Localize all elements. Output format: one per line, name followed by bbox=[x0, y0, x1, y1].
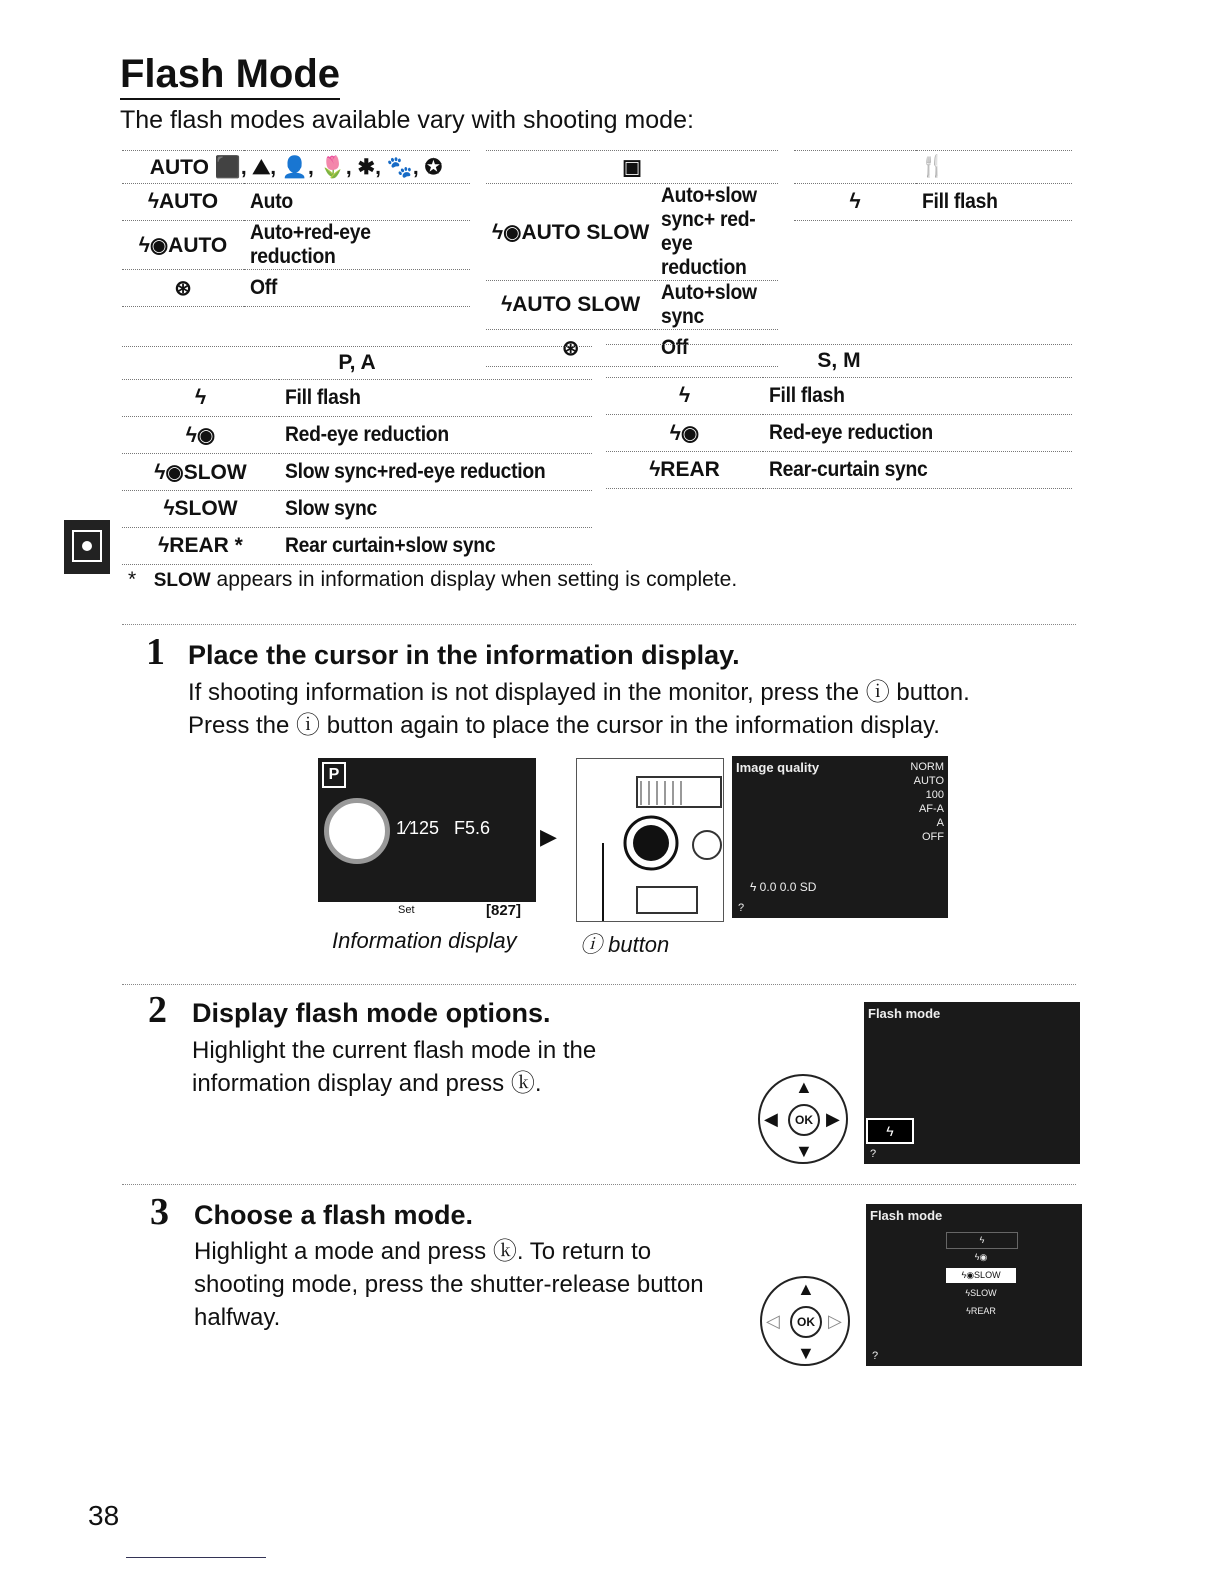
divider bbox=[122, 984, 1076, 985]
arrow-left-icon: ◁ bbox=[766, 1311, 780, 1331]
step-number: 2 bbox=[148, 989, 167, 1031]
footer-rule bbox=[126, 1557, 266, 1558]
arrow-up-icon: ▲ bbox=[795, 1077, 813, 1097]
shutter-speed: 1⁄125 bbox=[396, 818, 440, 838]
table-row: ϟ Fill flash bbox=[122, 380, 592, 417]
step-heading: Display flash mode options. bbox=[192, 998, 551, 1028]
table-header: ▣ bbox=[486, 151, 778, 184]
table-row: ϟSLOW Slow sync bbox=[122, 491, 592, 528]
menu-item: ϟ◉ bbox=[974, 1252, 988, 1262]
camera-button-illustration bbox=[576, 758, 724, 922]
arrow-up-icon: ▲ bbox=[797, 1279, 815, 1299]
table-row: ϟREAR * Rear curtain+slow sync bbox=[122, 528, 592, 565]
intro-text: The flash modes available vary with shooting mode: bbox=[120, 106, 694, 134]
step-body: Highlight the current flash mode in the information display and press ⓚ. bbox=[192, 1037, 597, 1097]
table-night-portrait bbox=[486, 150, 778, 367]
page-title: Flash Mode bbox=[120, 50, 340, 100]
step-heading: Choose a flash mode. bbox=[194, 1200, 474, 1230]
ok-button: OK bbox=[788, 1104, 820, 1136]
page-number: 38 bbox=[88, 1500, 120, 1531]
table-row: ϟ◉AUTO SLOW Auto+slow sync+ red-eye reduction bbox=[486, 184, 778, 281]
multi-selector-dpad bbox=[760, 1276, 850, 1366]
button-caption: ⓘ button bbox=[580, 932, 670, 957]
table-sm bbox=[606, 344, 1072, 489]
aperture: F5.6 bbox=[454, 818, 491, 838]
table-food bbox=[794, 150, 1072, 221]
table-header: 🍴 bbox=[794, 151, 1072, 184]
table-row: ϟAUTO Auto bbox=[122, 184, 470, 221]
table-row: ϟAUTO SLOW Auto+slow sync bbox=[486, 281, 778, 330]
arrow-right-icon: ▷ bbox=[828, 1311, 842, 1331]
menu-item-selected: ϟ◉SLOW bbox=[946, 1268, 1016, 1283]
camera-tab-icon bbox=[64, 520, 110, 574]
menu-item: ϟSLOW bbox=[965, 1288, 997, 1298]
table-row: ϟREAR Rear-curtain sync bbox=[606, 452, 1072, 489]
arrow-left-icon: ◀ bbox=[764, 1109, 778, 1129]
step-heading: Place the cursor in the information display. bbox=[188, 640, 740, 670]
menu-item: ϟREAR bbox=[966, 1306, 996, 1316]
multi-selector-dpad bbox=[758, 1074, 848, 1164]
table-row: ϟ◉SLOW Slow sync+red-eye reduction bbox=[122, 454, 592, 491]
table-row: ϟ◉ Red-eye reduction bbox=[606, 415, 1072, 452]
image-quality-lcd: Image quality NORM AUTO 100 AF-A A OFF ϟ 0.0 0.0 SD ? bbox=[732, 756, 948, 918]
table-header: AUTO ⬛, ⛰, 👤, 🌷, ✱, 🐾, ✪ bbox=[122, 151, 470, 184]
table-header: S, M bbox=[606, 345, 1072, 378]
mode-indicator: P bbox=[322, 762, 346, 788]
info-display-caption: Information display bbox=[332, 928, 517, 953]
step-number: 1 bbox=[146, 631, 165, 673]
footnote: * SLOW appears in information display when setting is complete. bbox=[128, 568, 738, 591]
table-row: ϟ Fill flash bbox=[606, 378, 1072, 415]
step-body: Highlight a mode and press ⓚ. To return to shooting mode, press the shutter-release button halfway. bbox=[194, 1238, 704, 1331]
table-row: ⊛ Off bbox=[122, 270, 470, 307]
table-row: ⊛ Off bbox=[486, 330, 778, 367]
set-label: Set bbox=[398, 904, 415, 916]
shots-remaining: [827] bbox=[486, 902, 522, 919]
divider bbox=[122, 1184, 1076, 1185]
camera-body-icon bbox=[577, 759, 723, 921]
arrow-down-icon: ▼ bbox=[795, 1141, 813, 1161]
step-body: If shooting information is not displayed in the monitor, press the ⓘ button. Press the ⓘ button again to place the cursor in the information display. bbox=[188, 679, 970, 739]
flash-mode-lcd: Flash mode ϟ ? bbox=[864, 1002, 1080, 1164]
table-row: ϟ◉AUTO Auto+red-eye reduction bbox=[122, 221, 470, 270]
arrow-right-icon: ▶ bbox=[540, 824, 557, 849]
table-header: P, A bbox=[122, 347, 592, 380]
flash-highlight-cursor: ϟ bbox=[866, 1118, 914, 1144]
flash-menu-lcd: Flash mode ϟ ϟ◉ ϟ◉SLOW ϟSLOW ϟREAR ? bbox=[866, 1204, 1082, 1366]
table-pa bbox=[122, 346, 592, 565]
shutter-dial bbox=[324, 798, 390, 864]
step-number: 3 bbox=[150, 1191, 169, 1233]
table-auto-modes bbox=[122, 150, 470, 307]
arrow-right-icon: ▶ bbox=[826, 1109, 840, 1129]
table-row: ϟ◉ Red-eye reduction bbox=[122, 417, 592, 454]
menu-item: ϟ bbox=[946, 1232, 1018, 1249]
table-row: ϟ Fill flash bbox=[794, 184, 1072, 221]
ok-button: OK bbox=[790, 1306, 822, 1338]
divider bbox=[122, 624, 1076, 625]
arrow-down-icon: ▼ bbox=[797, 1343, 815, 1363]
info-display-image bbox=[318, 758, 536, 920]
